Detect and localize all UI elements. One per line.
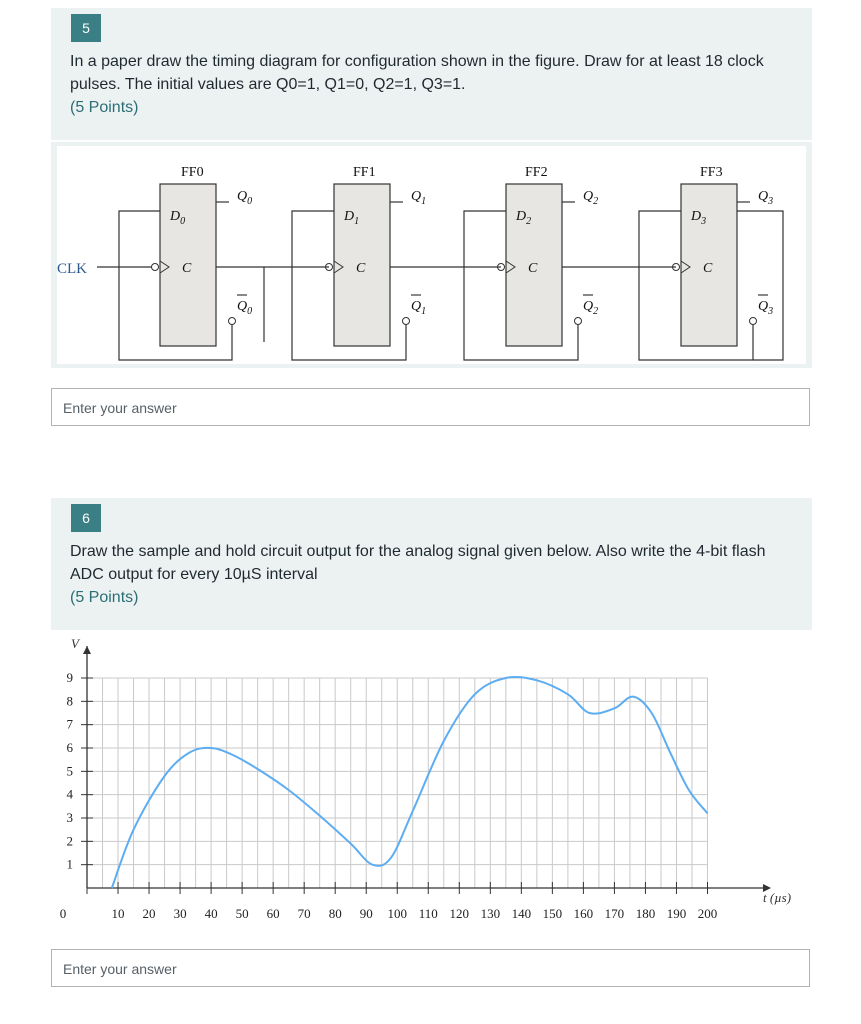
chart-axes xyxy=(83,646,771,892)
y-tick-label: 5 xyxy=(66,763,73,779)
chart-ticks xyxy=(60,670,717,921)
question-text xyxy=(70,50,800,119)
analog-signal-plot xyxy=(51,632,812,928)
x-tick-label: 190 xyxy=(666,906,687,921)
flipflop-circuit-figure xyxy=(51,142,812,368)
x-tick-label: 130 xyxy=(480,906,501,921)
ff0-clock-bubble xyxy=(152,264,159,271)
x-tick-label: 50 xyxy=(235,906,249,921)
ff3-name: FF3 xyxy=(700,165,723,180)
x-tick-label: 70 xyxy=(297,906,311,921)
x-tick-label: 170 xyxy=(604,906,625,921)
x-tick-label: 90 xyxy=(359,906,373,921)
question-prompt: In a paper draw the timing diagram for configuration shown in the figure. Draw for at least 18 clock pulses. The initial values are Q0=1, Q1=0, Q2=1, Q3=1. xyxy=(70,53,764,93)
y-tick-label: 1 xyxy=(66,856,73,872)
y-tick-label: 2 xyxy=(66,833,73,849)
y-tick-label: 3 xyxy=(66,810,73,825)
ff1-d-label: $D_1$ xyxy=(344,209,360,227)
ff1-clock-label: C xyxy=(356,261,366,276)
answer-input-q6[interactable]: Enter your answer xyxy=(51,949,810,987)
ff1-q-label: $Q_1$ xyxy=(411,189,427,207)
question-5-header xyxy=(51,8,812,140)
ff3-q-label: $Q_3$ xyxy=(758,189,774,207)
y-tick-label: 7 xyxy=(66,716,73,732)
question-number-badge: 6 xyxy=(71,504,101,532)
ff2-qbar-bubble xyxy=(575,318,582,325)
y-tick-label: 6 xyxy=(66,740,73,755)
signal-curve xyxy=(112,677,708,888)
ff2-clock-label: C xyxy=(528,261,538,276)
ff0-name: FF0 xyxy=(181,165,204,180)
ff0-clock-label: C xyxy=(182,261,192,276)
clk-label: CLK xyxy=(57,261,87,277)
question-6-header xyxy=(51,498,812,630)
chart-grid xyxy=(87,678,707,888)
y-tick-label: 4 xyxy=(66,786,73,802)
ff2-qbar-label: $Q_2$ xyxy=(583,299,599,317)
ff2-d-label: $D_2$ xyxy=(516,209,532,227)
x-tick-label: 60 xyxy=(266,906,280,921)
x-tick-label: 40 xyxy=(204,906,218,921)
x-tick-label: 10 xyxy=(111,906,125,921)
x-tick-label: 30 xyxy=(173,906,187,921)
x-tick-label: 0 xyxy=(59,906,67,921)
answer-input-q5[interactable]: Enter your answer xyxy=(51,388,810,426)
ff1-qbar-bubble xyxy=(403,318,410,325)
x-tick-label: 120 xyxy=(449,906,470,921)
analog-signal-chart xyxy=(51,632,812,928)
ff0-qbar-label: $Q_0$ xyxy=(237,299,253,317)
x-tick-label: 80 xyxy=(328,906,342,921)
question-prompt: Draw the sample and hold circuit output for the analog signal given below. Also write the 4-bit flash ADC output for every 10µS interval xyxy=(70,543,766,583)
ff0-d-label: $D_0$ xyxy=(170,209,186,227)
question-number-badge: 5 xyxy=(71,14,101,42)
ff0-qbar-bubble xyxy=(229,318,236,325)
ff1-qbar-label: $Q_1$ xyxy=(411,299,427,317)
ff1-name: FF1 xyxy=(353,165,376,180)
ff3-qbar-bubble xyxy=(750,318,757,325)
chart-series xyxy=(112,677,708,888)
flipflop-circuit-diagram xyxy=(51,142,812,368)
x-tick-label: 160 xyxy=(573,906,594,921)
question-points: (5 Points) xyxy=(70,589,139,606)
x-tick-label: 140 xyxy=(511,906,532,921)
y-tick-label: 9 xyxy=(66,670,73,685)
y-axis-arrow xyxy=(83,646,91,654)
x-tick-label: 180 xyxy=(635,906,656,921)
y-tick-label: 8 xyxy=(66,693,73,709)
x-tick-label: 150 xyxy=(542,906,563,921)
question-points: (5 Points) xyxy=(70,99,139,116)
question-text xyxy=(70,540,800,609)
ff3-qbar-label: $Q_3$ xyxy=(758,299,774,317)
ff2-name: FF2 xyxy=(525,165,548,180)
ff0-q-label: $Q_0$ xyxy=(237,189,253,207)
x-tick-label: 20 xyxy=(142,906,156,921)
ff3-d-label: $D_3$ xyxy=(691,209,707,227)
ff3-clock-label: C xyxy=(703,261,713,276)
y-axis-label: V xyxy=(71,636,79,651)
ff2-q-label: $Q_2$ xyxy=(583,189,599,207)
x-tick-label: 200 xyxy=(697,906,718,921)
x-axis-label: t (µs) xyxy=(763,890,792,905)
x-tick-label: 100 xyxy=(387,906,407,921)
x-tick-label: 110 xyxy=(418,906,438,921)
